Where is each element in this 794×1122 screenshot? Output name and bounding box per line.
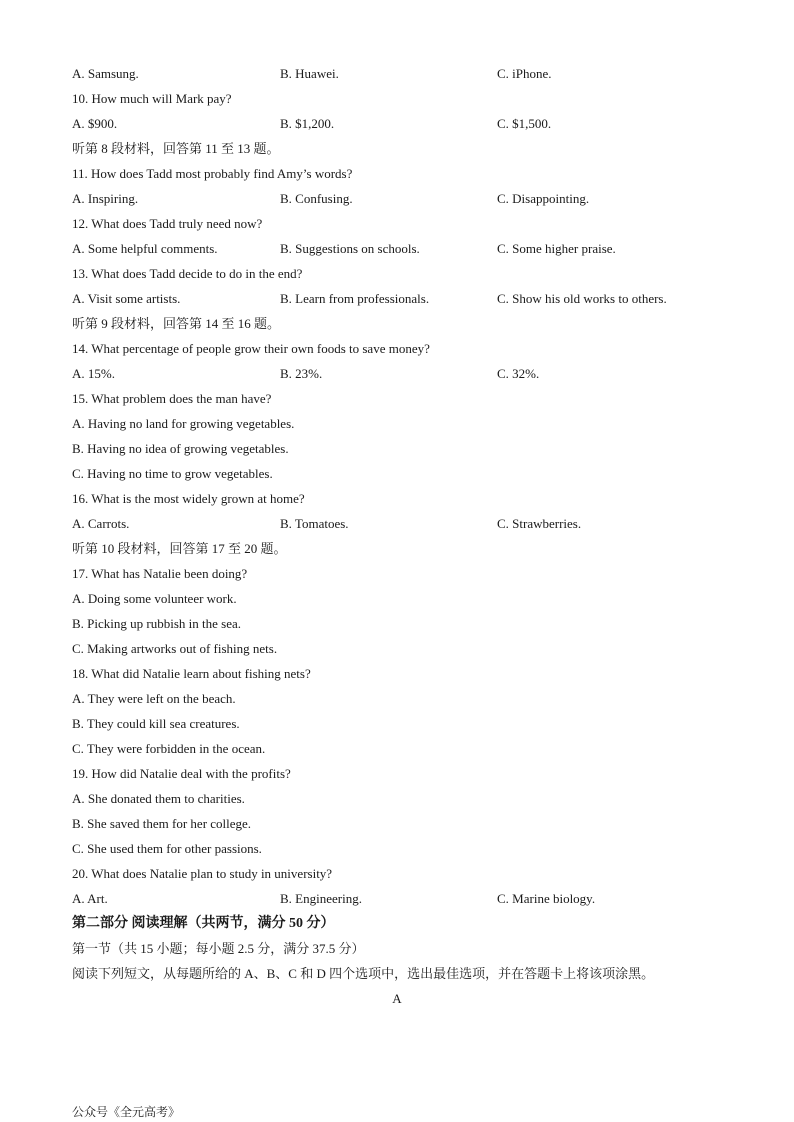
text-line: 16. What is the most widely grown at home? bbox=[72, 491, 305, 506]
text-line: C. They were forbidden in the ocean. bbox=[72, 741, 266, 756]
text-line: C. Having no time to grow vegetables. bbox=[72, 466, 273, 481]
option-a: A. Samsung. bbox=[72, 66, 139, 81]
text-line: C. She used them for other passions. bbox=[72, 841, 262, 856]
option-c: C. Strawberries. bbox=[497, 516, 582, 531]
text-line: 19. How did Natalie deal with the profits? bbox=[72, 766, 291, 781]
text-line: 18. What did Natalie learn about fishing nets? bbox=[72, 666, 311, 681]
option-c: C. Some higher praise. bbox=[497, 241, 616, 256]
text-line: A. They were left on the beach. bbox=[72, 691, 236, 706]
text-line: 听第 8 段材料，回答第 11 至 13 题。 bbox=[72, 141, 280, 156]
text-line: A. Having no land for growing vegetables. bbox=[72, 416, 295, 431]
option-b: B. Tomatoes. bbox=[280, 516, 349, 531]
text-line: 听第 9 段材料，回答第 14 至 16 题。 bbox=[72, 316, 281, 331]
option-row bbox=[72, 189, 722, 209]
option-c: C. $1,500. bbox=[497, 116, 552, 131]
option-row bbox=[72, 889, 722, 909]
option-a: A. $900. bbox=[72, 116, 118, 131]
passage-label: A bbox=[392, 991, 402, 1006]
option-b: B. Huawei. bbox=[280, 66, 339, 81]
text-line: A. She donated them to charities. bbox=[72, 791, 245, 806]
option-row bbox=[72, 64, 722, 84]
option-a: A. Art. bbox=[72, 891, 108, 906]
option-a: A. Inspiring. bbox=[72, 191, 139, 206]
option-row bbox=[72, 114, 722, 134]
text-line: 第一节（共 15 小题；每小题 2.5 分，满分 37.5 分） bbox=[72, 941, 365, 956]
option-row bbox=[72, 514, 722, 534]
text-line: A. Doing some volunteer work. bbox=[72, 591, 237, 606]
option-c: C. Marine biology. bbox=[497, 891, 596, 906]
option-row bbox=[72, 289, 722, 309]
footer-note: 公众号《全元高考》 bbox=[72, 1105, 181, 1119]
option-c: C. Disappointing. bbox=[497, 191, 590, 206]
option-b: B. Engineering. bbox=[280, 891, 362, 906]
option-b: B. 23%. bbox=[280, 366, 323, 381]
option-b: B. Learn from professionals. bbox=[280, 291, 430, 306]
text-line: 11. How does Tadd most probably find Amy’s words? bbox=[72, 166, 353, 181]
option-c: C. iPhone. bbox=[497, 66, 552, 81]
option-b: B. Confusing. bbox=[280, 191, 353, 206]
option-a: A. Carrots. bbox=[72, 516, 130, 531]
text-line: B. Having no idea of growing vegetables. bbox=[72, 441, 289, 456]
text-line: 17. What has Natalie been doing? bbox=[72, 566, 248, 581]
text-line: B. They could kill sea creatures. bbox=[72, 716, 240, 731]
option-row bbox=[72, 364, 722, 384]
text-line: 听第 10 段材料，回答第 17 至 20 题。 bbox=[72, 541, 287, 556]
option-b: B. Suggestions on schools. bbox=[280, 241, 420, 256]
text-line: 13. What does Tadd decide to do in the end? bbox=[72, 266, 303, 281]
option-b: B. $1,200. bbox=[280, 116, 335, 131]
text-line: 阅读下列短文，从每题所给的 A、B、C 和 D 四个选项中，选出最佳选项，并在答题卡上将该项涂黑。 bbox=[72, 966, 655, 981]
option-a: A. Visit some artists. bbox=[72, 291, 181, 306]
text-line: 20. What does Natalie plan to study in university? bbox=[72, 866, 333, 881]
text-line: C. Making artworks out of fishing nets. bbox=[72, 641, 278, 656]
text-line: 10. How much will Mark pay? bbox=[72, 91, 232, 106]
option-a: A. 15%. bbox=[72, 366, 115, 381]
option-row bbox=[72, 239, 722, 259]
text-line: 14. What percentage of people grow their own foods to save money? bbox=[72, 341, 430, 356]
text-line: 12. What does Tadd truly need now? bbox=[72, 216, 263, 231]
text-line: 15. What problem does the man have? bbox=[72, 391, 272, 406]
text-line: B. Picking up rubbish in the sea. bbox=[72, 616, 241, 631]
text-line: B. She saved them for her college. bbox=[72, 816, 252, 831]
option-c: C. Show his old works to others. bbox=[497, 291, 667, 306]
option-c: C. 32%. bbox=[497, 366, 540, 381]
option-a: A. Some helpful comments. bbox=[72, 241, 218, 256]
section-heading: 第二部分 阅读理解（共两节，满分 50 分） bbox=[72, 916, 335, 931]
